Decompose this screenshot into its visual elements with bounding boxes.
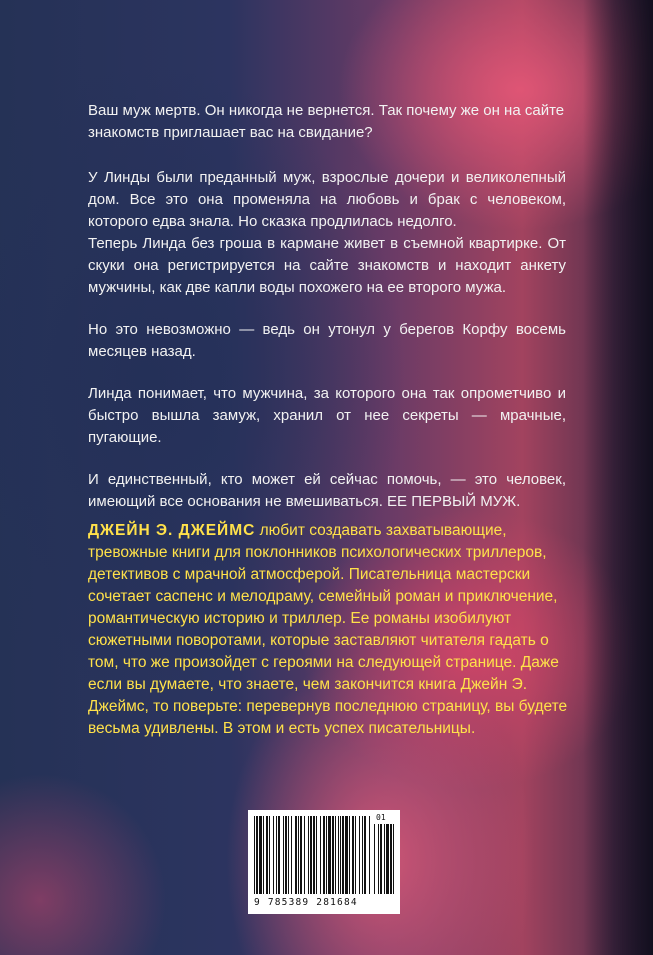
barcode-bar	[349, 816, 350, 894]
barcode-bar	[338, 816, 339, 894]
barcode-bar	[304, 816, 305, 894]
cover-spine-shadow	[583, 0, 653, 955]
barcode-bar	[256, 816, 258, 894]
barcode-addon-bar	[393, 824, 394, 894]
barcode-bar	[300, 816, 302, 894]
barcode-bar	[369, 816, 370, 894]
book-description	[88, 167, 566, 533]
author-bio	[88, 520, 570, 740]
barcode-addon-bar	[380, 824, 382, 894]
barcode-bar	[359, 816, 360, 894]
barcode-bar	[364, 816, 366, 894]
barcode-addon-bar	[374, 824, 375, 894]
barcode-bar	[362, 816, 363, 894]
barcode-bar	[288, 816, 289, 894]
isbn-barcode	[248, 810, 400, 914]
author-bio-text: любит создавать захватывающие, тревожные книги для поклонников психологических триллеров, детективов с мрачной атмосферой. Писательница мастерски сочетает саспенс и мелодраму, семейный роман и приключение, романтическую историю и триллер. Ее романы изобилуют сюжетными поворотами, которые заставляют читателя гадать о том, что же произойдет с героями на следующей странице. Даже если вы думаете, что знаете, чем закончится книга Джейн Э. Джеймс, то поверьте: перевернув последнюю страницу, вы будете весьма удивлены. В этом и есть успех писательницы.	[88, 522, 568, 737]
description-paragraph-1: У Линды были преданный муж, взрослые дочери и великолепный дом. Все это она променяла на любовь и брак с человеком, которого едва знала. Но сказка продлилась недолго.	[88, 169, 566, 230]
barcode-addon-bar	[378, 824, 379, 894]
barcode-bar	[323, 816, 325, 894]
barcode-bar	[313, 816, 315, 894]
barcode-bar	[316, 816, 317, 894]
barcode-bar	[335, 816, 336, 894]
teaser-hook	[88, 100, 566, 144]
barcode-bar	[328, 816, 331, 894]
barcode-bar	[291, 816, 292, 894]
barcode-addon-bar	[390, 824, 392, 894]
barcode-bar	[320, 816, 321, 894]
barcode-bar	[263, 816, 264, 894]
barcode-addon-bar	[386, 824, 389, 894]
barcode-addon-number: 01	[376, 813, 386, 822]
description-paragraph-2: Теперь Линда без гроша в кармане живет в съемной квартирке. От скуки она регистрируется на сайте знакомств и находит анкету мужчины, как две капли воды похожего на ее второго мужа.	[88, 235, 566, 296]
barcode-bar	[326, 816, 327, 894]
barcode-bar	[298, 816, 299, 894]
description-paragraph-5: И единственный, кто может ей сейчас помочь, — это человек, имеющий все основания не вмешиваться. ЕЕ ПЕРВЫЙ МУЖ.	[88, 471, 566, 510]
description-paragraph-3: Но это невозможно — ведь он утонул у берегов Корфу восемь месяцев назад.	[88, 321, 566, 360]
barcode-bar	[254, 816, 255, 894]
barcode-bar	[355, 816, 356, 894]
barcode-bar	[332, 816, 334, 894]
barcode-bar	[283, 816, 284, 894]
barcode-bar	[308, 816, 309, 894]
barcode-bar	[266, 816, 268, 894]
barcode-addon-bar	[384, 824, 385, 894]
barcode-bar	[345, 816, 348, 894]
barcode-bar	[259, 816, 262, 894]
barcode-bars	[248, 810, 400, 896]
barcode-bar	[273, 816, 274, 894]
barcode-bar	[295, 816, 297, 894]
author-name: ДЖЕЙН Э. ДЖЕЙМС	[88, 522, 256, 539]
barcode-number: 9 785389 281684	[254, 897, 358, 908]
description-paragraph-4: Линда понимает, что мужчина, за которого она так опрометчиво и быстро вышла замуж, хранил от нее секреты — мрачные, пугающие.	[88, 385, 566, 446]
barcode-bar	[352, 816, 354, 894]
barcode-bar	[276, 816, 277, 894]
barcode-bar	[269, 816, 270, 894]
barcode-bar	[342, 816, 344, 894]
barcode-bar	[285, 816, 287, 894]
teaser-line-1: Ваш муж мертв. Он никогда не вернется. Так почему же он на сайте	[88, 102, 565, 119]
barcode-bar	[340, 816, 341, 894]
barcode-bar	[278, 816, 280, 894]
teaser-line-2: знакомств приглашает вас на свидание?	[88, 124, 373, 141]
barcode-bar	[310, 816, 312, 894]
